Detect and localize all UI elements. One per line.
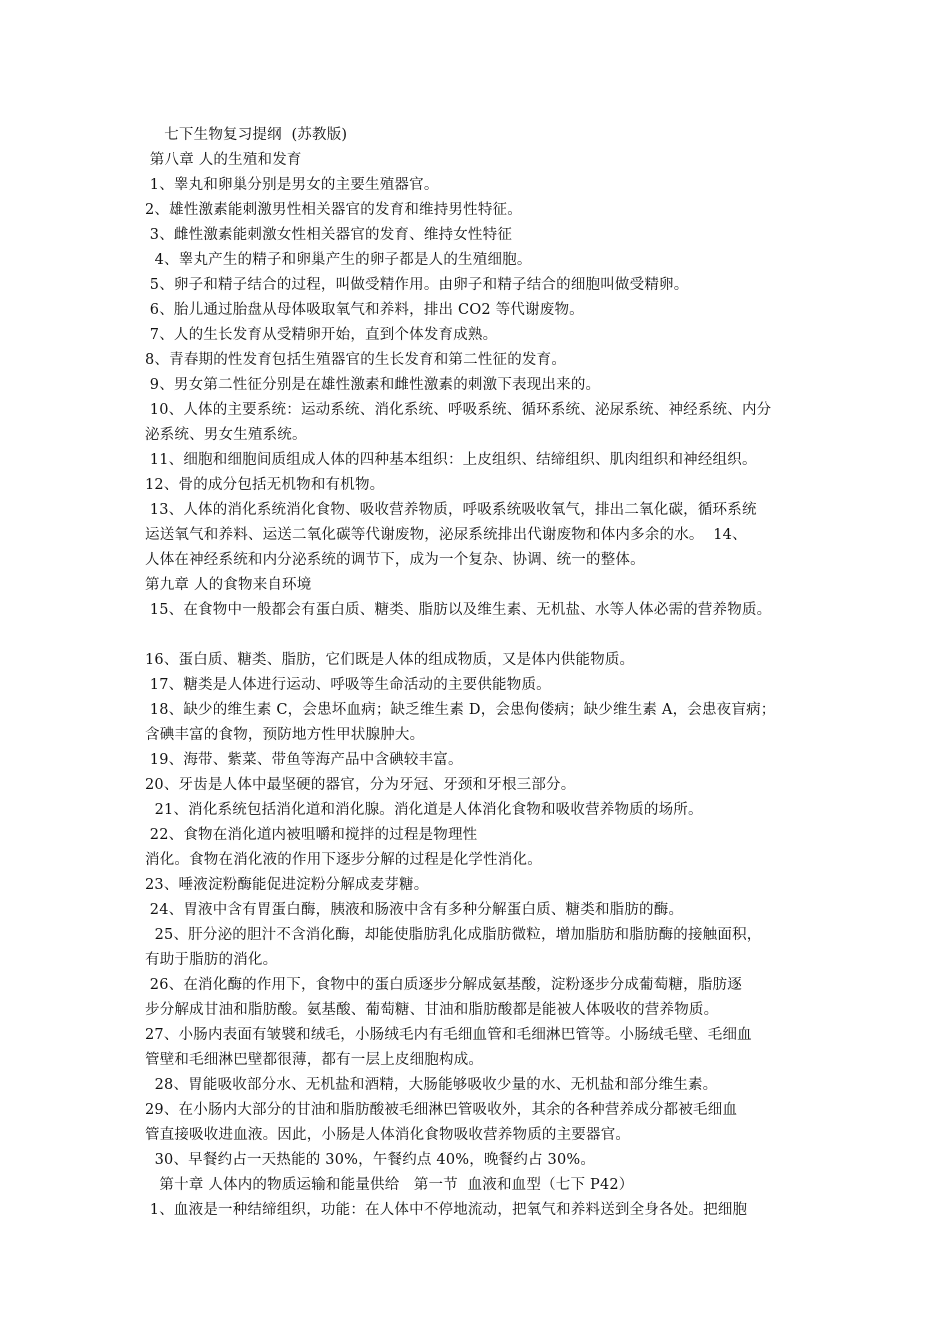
text-line: 16、蛋白质、糖类、脂肪，它们既是人体的组成物质，又是体内供能物质。 <box>145 652 635 668</box>
text-line: 19、海带、紫菜、带鱼等海产品中含碘较丰富。 <box>145 752 463 768</box>
text-line: 13、人体的消化系统消化食物、吸收营养物质，呼吸系统吸收氧气，排出二氧化碳，循环系统 <box>145 502 757 518</box>
text-line: 含碘丰富的食物，预防地方性甲状腺肿大。 <box>145 727 425 743</box>
text-line: 10、人体的主要系统：运动系统、消化系统、呼吸系统、循环系统、泌尿系统、神经系统、内分 <box>145 402 772 418</box>
text-line: 步分解成甘油和脂肪酸。氨基酸、葡萄糖、甘油和脂肪酸都是能被人体吸收的营养物质。 <box>145 1002 719 1018</box>
text-line: 5、卵子和精子结合的过程，叫做受精作用。由卵子和精子结合的细胞叫做受精卵。 <box>145 277 689 293</box>
text-line: 1、血液是一种结缔组织，功能：在人体中不停地流动，把氧气和养料送到全身各处。把细胞 <box>145 1202 748 1218</box>
text-line: 28、胃能吸收部分水、无机盐和酒精，大肠能够吸收少量的水、无机盐和部分维生素。 <box>145 1077 718 1093</box>
text-line: 27、小肠内表面有皱襞和绒毛，小肠绒毛内有毛细血管和毛细淋巴管等。小肠绒毛壁、毛细血 <box>145 1027 752 1043</box>
text-line: 6、胎儿通过胎盘从母体吸取氧气和养料，排出 CO2 等代谢废物。 <box>145 302 584 318</box>
text-line: 22、食物在消化道内被咀嚼和搅拌的过程是物理性 <box>145 827 478 843</box>
text-line: 2、雄性激素能刺激男性相关器官的发育和维持男性特征。 <box>145 202 522 218</box>
text-line: 1、睾丸和卵巢分别是男女的主要生殖器官。 <box>145 177 439 193</box>
text-line: 11、细胞和细胞间质组成人体的四种基本组织：上皮组织、结缔组织、肌肉组织和神经组织。 <box>145 452 757 468</box>
text-line: 7、人的生长发育从受精卵开始，直到个体发育成熟。 <box>145 327 498 343</box>
text-line: 有助于脂肪的消化。 <box>145 952 278 968</box>
text-line: 25、肝分泌的胆汁不含消化酶，却能使脂肪乳化成脂肪微粒，增加脂肪和脂肪酶的接触面积， <box>145 927 762 943</box>
text-line: 26、在消化酶的作用下，食物中的蛋白质逐步分解成氨基酸，淀粉逐步分成葡萄糖，脂肪逐 <box>145 977 742 993</box>
chapter-heading: 第十章 人体内的物质运输和能量供给 第一节 血液和血型（七下 P42） <box>145 1177 634 1193</box>
text-line: 管壁和毛细淋巴壁都很薄，都有一层上皮细胞构成。 <box>145 1052 484 1068</box>
text-line: 17、糖类是人体进行运动、呼吸等生命活动的主要供能物质。 <box>145 677 551 693</box>
text-line: 12、骨的成分包括无机物和有机物。 <box>145 477 385 493</box>
text-line: 人体在神经系统和内分泌系统的调节下，成为一个复杂、协调、统一的整体。 <box>145 552 645 568</box>
text-line: 21、消化系统包括消化道和消化腺。消化道是人体消化食物和吸收营养物质的场所。 <box>145 802 703 818</box>
text-line: 29、在小肠内大部分的甘油和脂肪酸被毛细淋巴管吸收外，其余的各种营养成分都被毛细血 <box>145 1102 738 1118</box>
chapter-heading: 第九章 人的食物来自环境 <box>145 577 312 593</box>
text-line: 泌系统、男女生殖系统。 <box>145 427 307 443</box>
text-line: 8、青春期的性发育包括生殖器官的生长发育和第二性征的发育。 <box>145 352 567 368</box>
chapter-heading: 第八章 人的生殖和发育 <box>145 152 302 168</box>
text-line: 30、早餐约占一天热能的 30%，午餐约点 40%，晚餐约占 30%。 <box>145 1152 596 1168</box>
text-line: 运送氧气和养料、运送二氧化碳等代谢废物，泌尿系统排出代谢废物和体内多余的水。 14、 <box>145 527 747 543</box>
text-line: 9、男女第二性征分别是在雄性激素和雌性激素的刺激下表现出来的。 <box>145 377 601 393</box>
text-line: 消化。食物在消化液的作用下逐步分解的过程是化学性消化。 <box>145 852 542 868</box>
text-line: 15、在食物中一般都会有蛋白质、糖类、脂肪以及维生素、无机盐、水等人体必需的营养物质。 <box>145 602 772 618</box>
document-title: 七下生物复习提纲 (苏教版) <box>145 127 348 143</box>
text-line: 23、唾液淀粉酶能促进淀粉分解成麦芽糖。 <box>145 877 429 893</box>
text-line: 4、睾丸产生的精子和卵巢产生的卵子都是人的生殖细胞。 <box>145 252 532 268</box>
text-line: 管直接吸收进血液。因此，小肠是人体消化食物吸收营养物质的主要器官。 <box>145 1127 631 1143</box>
text-line: 3、雌性激素能刺激女性相关器官的发育、维持女性特征 <box>145 227 513 243</box>
text-line: 24、胃液中含有胃蛋白酶，胰液和肠液中含有多种分解蛋白质、糖类和脂肪的酶。 <box>145 902 684 918</box>
text-line: 20、牙齿是人体中最坚硬的器官，分为牙冠、牙颈和牙根三部分。 <box>145 777 576 793</box>
text-line: 18、缺少的维生素 C，会患坏血病；缺乏维生素 D，会患佝偻病；缺少维生素 A，会患夜盲病； <box>145 702 776 718</box>
